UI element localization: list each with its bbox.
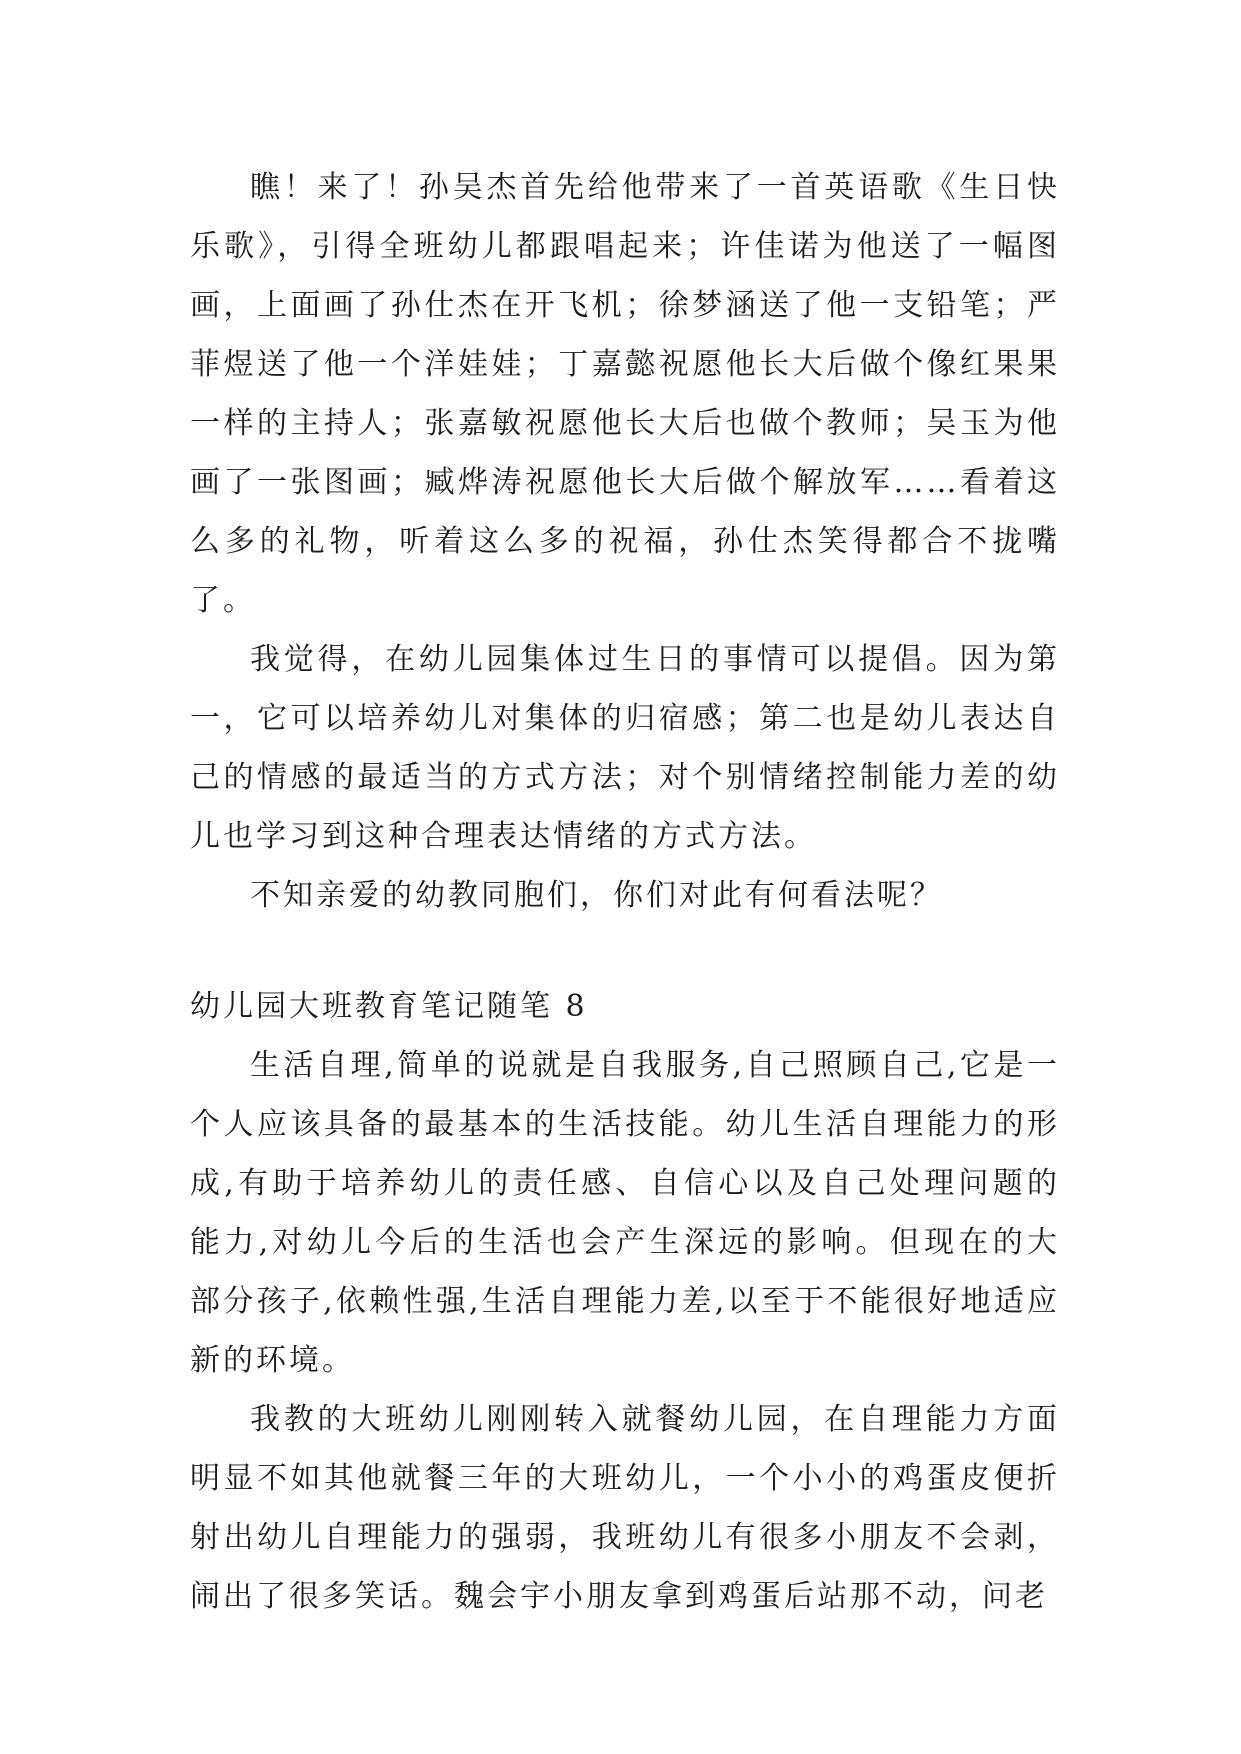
document-body (190, 158, 1060, 1626)
paragraph-egg-story: 我教的大班幼儿刚刚转入就餐幼儿园，在自理能力方面明显不如其他就餐三年的大班幼儿，一个小小的鸡蛋皮便折射出幼儿自理能力的强弱，我班幼儿有很多小朋友不会剥，闹出了很多笑话。魏会宇小朋友拿到鸡蛋后站那不动，问老 (190, 1402, 1060, 1614)
paragraph-opinion: 我觉得，在幼儿园集体过生日的事情可以提倡。因为第一，它可以培养幼儿对集体的归宿感；第二也是幼儿表达自己的情感的最适当的方式方法；对个别情绪控制能力差的幼儿也学习到这种合理表达情绪的方式方法。 (190, 642, 1060, 854)
paragraph-birthday-gifts: 瞧！来了！孙吴杰首先给他带来了一首英语歌《生日快乐歌》，引得全班幼儿都跟唱起来；许佳诺为他送了一幅图画，上面画了孙仕杰在开飞机；徐梦涵送了他一支铅笔；严菲煜送了他一个洋娃娃；丁嘉懿祝愿他长大后做个像红果果一样的主持人；张嘉敏祝愿他长大后也做个教师；吴玉为他画了一张图画；臧烨涛祝愿他长大后做个解放军……看着这么多的礼物，听着这么多的祝福，孙仕杰笑得都合不拢嘴了。 (190, 170, 1060, 618)
paragraph-self-care: 生活自理,简单的说就是自我服务,自己照顾自己,它是一个人应该具备的最基本的生活技能。幼儿生活自理能力的形成,有助于培养幼儿的责任感、自信心以及自己处理问题的能力,对幼儿今后的生活也会产生深远的影响。但现在的大部分孩子,依赖性强,生活自理能力差,以至于不能很好地适应新的环境。 (190, 1048, 1060, 1378)
paragraph-question: 不知亲爱的幼教同胞们，你们对此有何看法呢？ (250, 878, 943, 913)
section-title: 幼儿园大班教育笔记随笔 8 (190, 989, 588, 1024)
